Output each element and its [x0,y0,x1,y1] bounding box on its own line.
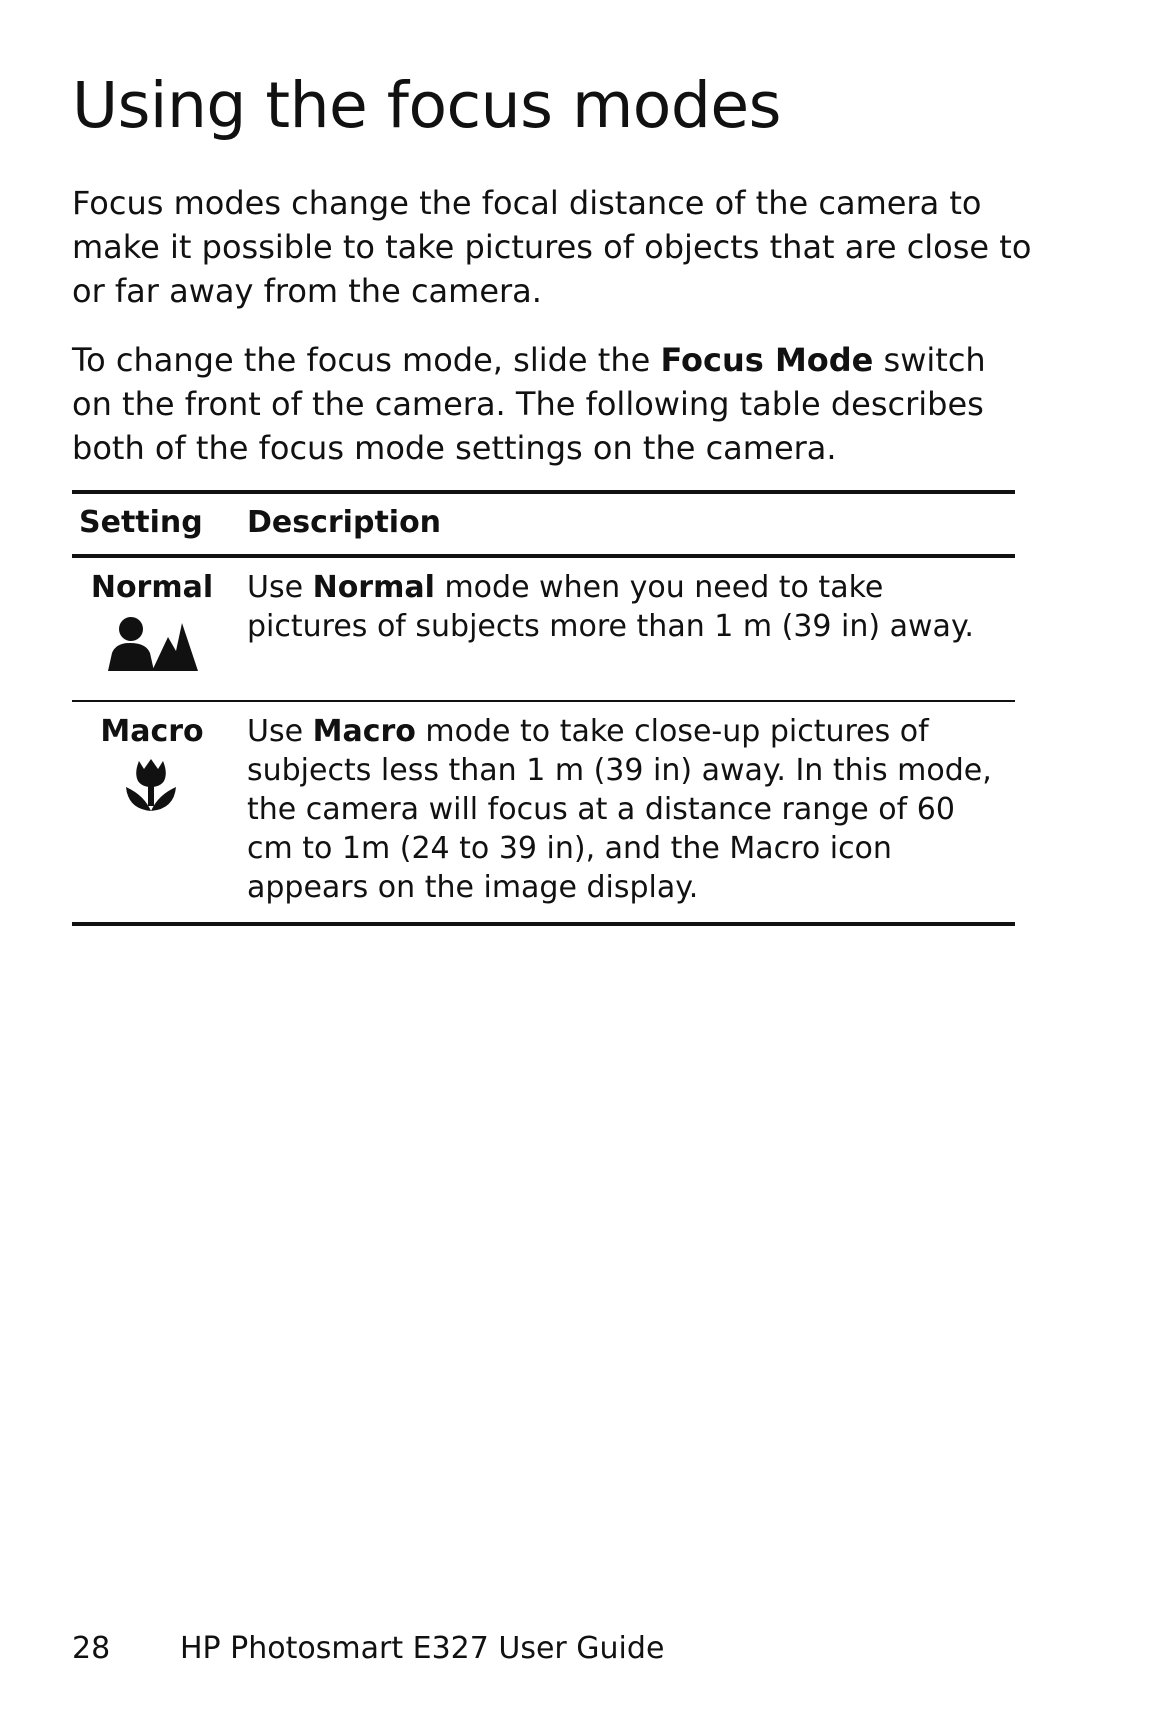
description-normal [247,568,1007,646]
macro-focus-icon [124,757,178,813]
description-macro-rest: mode to take close-up pictures of subjects less than 1 m (39 in) away. In this mode, the camera will focus at a distance range of 60 cm to 1m (24 to 39 in), and the Macro icon appears on the image display. [247,714,992,905]
focus-mode-switch-label: Focus Mode [660,341,874,379]
description-normal-rest: mode when you need to take pictures of subjects more than 1 m (39 in) away. [247,570,974,644]
focus-modes-table [72,490,1015,926]
description-macro-bold: Macro [312,714,416,749]
header-description: Description [247,505,442,540]
description-macro [247,712,1007,907]
page-title: Using the focus modes [72,69,781,142]
instructions-text-before: To change the focus mode, slide the [72,341,661,379]
setting-name-macro: Macro [100,714,204,749]
instructions-paragraph [72,338,1032,470]
instructions-text-after: switch on the front of the camera. The following table describes both of the focus mode settings on the camera. [72,341,986,467]
book-title: HP Photosmart E327 User Guide [180,1631,665,1666]
table-row-macro [72,702,1015,922]
page-number: 28 [72,1631,111,1666]
description-normal-prefix: Use [247,570,313,605]
intro-paragraph: Focus modes change the focal distance of the camera to make it possible to take pictures of objects that are close to or far away from the camera. [72,184,1032,310]
setting-cell-normal [72,558,232,671]
header-setting: Setting [79,505,203,540]
table-bottom-rule [72,922,1015,926]
description-normal-bold: Normal [312,570,435,605]
description-macro-prefix: Use [247,714,313,749]
table-header-row [72,494,1015,554]
table-row-normal [72,558,1015,700]
setting-cell-macro [72,702,232,813]
normal-focus-icon [106,615,198,671]
setting-name-normal: Normal [90,570,214,605]
